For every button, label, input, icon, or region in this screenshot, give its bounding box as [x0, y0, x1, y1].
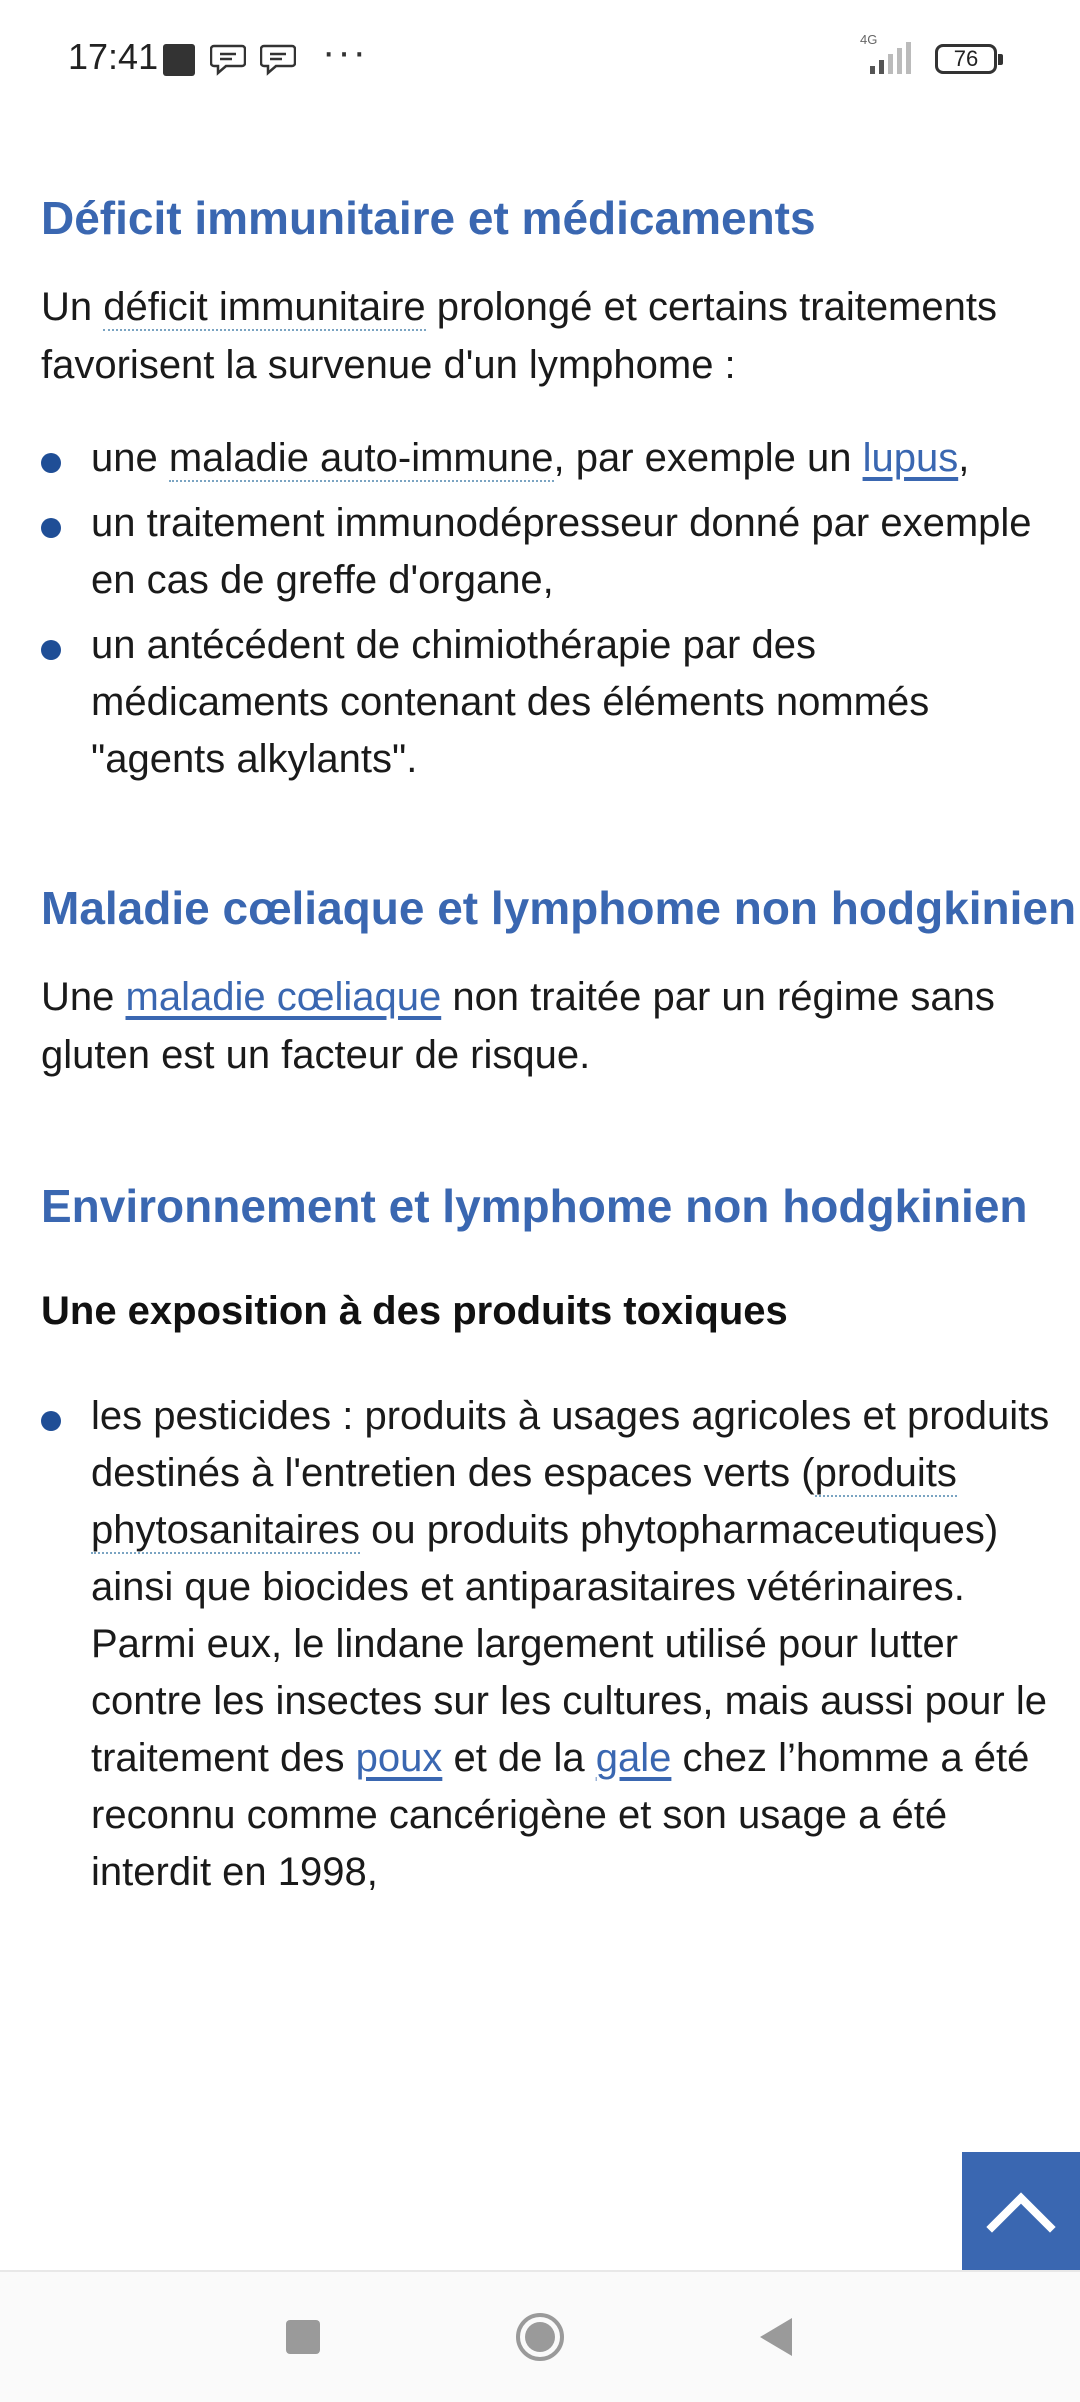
text: ou produits phytopharmaceutiques) ainsi que biocides et antiparasitaires vétérinaires. Parmi eux, le lindane largement utilisé pour lutter contre les insectes sur les cultures, mais aussi pour le traitement des [91, 1508, 1047, 1780]
link-gale[interactable]: gale [595, 1736, 672, 1780]
section-heading-deficit: Déficit immunitaire et médicaments [41, 192, 816, 244]
text: , par exemple un [553, 436, 863, 480]
coeliaque-paragraph [0, 968, 1080, 1084]
subheading-produits-toxiques: Une exposition à des produits toxiques [41, 1289, 788, 1333]
notification-app-icon [163, 44, 195, 76]
link-poux[interactable]: poux [355, 1736, 443, 1780]
text: les pesticides : produits à usages agricoles et produits destinés à l'entretien des espaces verts ( [91, 1394, 1050, 1495]
text: non traitée par un régime sans gluten est un facteur de risque. [41, 975, 995, 1077]
recents-button[interactable] [286, 2320, 320, 2354]
home-button[interactable] [515, 2312, 565, 2362]
section-heading-coeliaque: Maladie cœliaque et lymphome non hodgkinien [41, 882, 1077, 934]
chevron-up-icon [986, 2189, 1056, 2233]
link-maladie-coeliaque[interactable]: maladie cœliaque [125, 975, 442, 1019]
link-lupus[interactable]: lupus [862, 436, 959, 480]
text: chez l’homme a été reconnu comme cancérigène et son usage a été interdit en 1998, [91, 1736, 1030, 1894]
battery-icon [935, 44, 997, 74]
glossary-term-maladie-auto-immune[interactable]: maladie auto-immune [168, 436, 554, 480]
list-item [0, 1388, 1080, 1901]
text: et de la [442, 1736, 596, 1780]
more-notifications-icon: ··· [322, 30, 368, 74]
text: , [958, 436, 970, 480]
battery-level: 76 [953, 46, 979, 71]
deficit-list [0, 430, 1080, 788]
status-time: 17:41 [68, 36, 159, 77]
signal-icon [848, 30, 918, 76]
glossary-term-deficit-immunitaire[interactable]: déficit immunitaire [103, 285, 426, 329]
text: prolongé et certains traitements favorisent la survenue d'un lymphome : [41, 285, 997, 387]
status-bar [0, 0, 1080, 118]
scroll-to-top-button[interactable] [962, 2152, 1080, 2270]
text: une [91, 436, 169, 480]
system-nav-bar [0, 2270, 1080, 2402]
article-content [0, 118, 1080, 1901]
list-item [0, 430, 1080, 487]
back-button[interactable] [756, 2314, 796, 2360]
text: Un [41, 285, 104, 329]
glossary-term-produits-phytosanitaires[interactable]: produits phytosanitaires [91, 1451, 957, 1552]
message-icon [210, 42, 246, 76]
list-item: un antécédent de chimiothérapie par des médicaments contenant des éléments nommés "agents alkylants". [0, 617, 1080, 788]
text: Une [41, 975, 126, 1019]
list-item: un traitement immunodépresseur donné par exemple en cas de greffe d'organe, [0, 495, 1080, 609]
network-type: 4G [860, 32, 878, 47]
section-heading-environnement: Environnement et lymphome non hodgkinien [41, 1180, 1028, 1232]
message-icon [260, 42, 296, 76]
deficit-intro [0, 278, 1080, 394]
environnement-list [0, 1388, 1080, 1901]
